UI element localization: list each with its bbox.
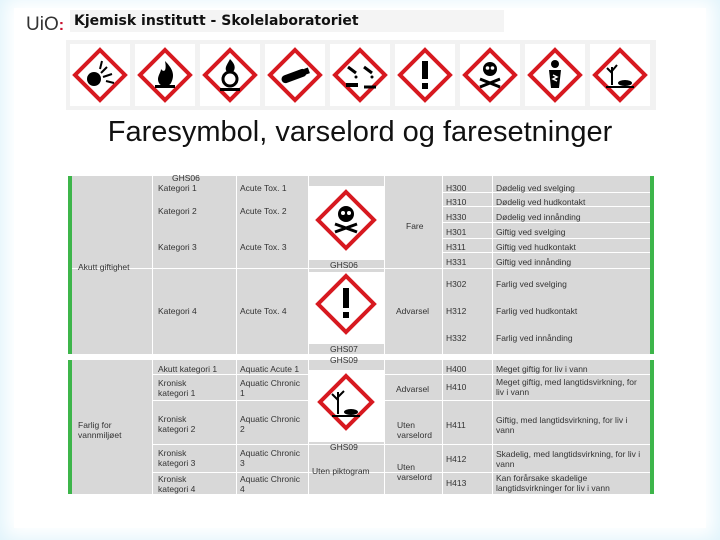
h-code: H412 [446, 454, 467, 464]
category: Kategori 1 [158, 183, 197, 193]
h-code: H300 [446, 183, 467, 193]
hazard-code: Aquatic Chronic 1 [240, 378, 301, 398]
page-title: Faresymbol, varselord og faresetninger [107, 116, 613, 148]
health-hazard-icon [525, 44, 585, 106]
exclamation-mark-icon [308, 272, 384, 344]
signal-word: Advarsel [396, 306, 430, 316]
ghs-code: GHS09 [330, 442, 358, 452]
signal-word: Uten varselord [397, 462, 432, 482]
h-text: Giftig ved innånding [496, 257, 572, 267]
category: Akutt kategori 1 [158, 364, 218, 374]
no-pictogram: Uten piktogram [312, 466, 370, 476]
category: Kronisk kategori 1 [158, 378, 196, 398]
environment-icon [590, 44, 650, 106]
category: Kronisk kategori 2 [158, 414, 196, 434]
acute-toxicity-table [68, 173, 654, 354]
hazard-code: Aquatic Chronic 2 [240, 414, 301, 434]
h-code: H332 [446, 333, 467, 343]
h-code: H330 [446, 212, 467, 222]
category: Kategori 3 [158, 242, 197, 252]
hazard-code: Aquatic Chronic 3 [240, 448, 301, 468]
h-text: Farlig ved svelging [496, 279, 567, 289]
signal-word: Uten varselord [397, 420, 432, 440]
h-code: H400 [446, 364, 467, 374]
uio-logo: UiO: [26, 14, 65, 35]
ghs06-cell [308, 186, 384, 260]
exclamation-mark-icon [395, 44, 455, 106]
exploding-bomb-icon [70, 44, 130, 106]
category: Kronisk kategori 3 [158, 448, 196, 468]
ghs-code-top: GHS06 [172, 173, 200, 183]
institute-label: Kjemisk institutt - Skolelaboratoriet [70, 10, 504, 32]
ghs-code-top: GHS09 [330, 355, 358, 365]
hazard-code: Acute Tox. 1 [240, 183, 287, 193]
h-code: H301 [446, 227, 467, 237]
ghs-code: GHS06 [330, 260, 358, 270]
skull-crossbones-icon [308, 186, 384, 260]
h-text: Dødelig ved innånding [496, 212, 581, 222]
corrosion-icon [330, 44, 390, 106]
h-code: H411 [446, 420, 466, 430]
h-code: H413 [446, 478, 467, 488]
ghs-code: GHS07 [330, 344, 358, 354]
hazard-class: Akutt giftighet [78, 262, 130, 272]
h-text: Giftig, med langtidsvirkning, for liv i vann [496, 415, 628, 435]
environment-icon [308, 370, 384, 442]
ghs07-cell [308, 272, 384, 344]
h-code: H331 [446, 257, 467, 267]
hazard-code: Aquatic Acute 1 [240, 364, 300, 374]
h-code: H302 [446, 279, 467, 289]
hazard-code: Aquatic Chronic 4 [240, 474, 301, 494]
flame-icon [135, 44, 195, 106]
h-text: Kan forårsake skadelige langtidsvirkninger for liv i vann [496, 473, 610, 493]
category: Kategori 4 [158, 306, 197, 316]
hazard-code: Acute Tox. 4 [240, 306, 287, 316]
skull-crossbones-icon [460, 44, 520, 106]
h-text: Giftig ved hudkontakt [496, 242, 576, 252]
slide-content [14, 8, 706, 528]
h-text: Giftig ved svelging [496, 227, 566, 237]
hazard-class: Farlig for vannmiljøet [78, 420, 122, 440]
h-text: Dødelig ved hudkontakt [496, 197, 586, 207]
h-code: H312 [446, 306, 467, 316]
category: Kategori 2 [158, 206, 197, 216]
h-text: Skadelig, med langtidsvirkning, for liv i vann [496, 449, 641, 469]
hazard-code: Acute Tox. 2 [240, 206, 287, 216]
signal-word: Advarsel [396, 384, 430, 394]
h-text: Farlig ved innånding [496, 333, 573, 343]
h-text: Meget giftig, med langtidsvirkning, for liv i vann [496, 377, 637, 397]
aquatic-table [68, 355, 654, 494]
signal-word: Fare [406, 221, 424, 231]
ghs09-cell [308, 370, 384, 442]
h-text: Dødelig ved svelging [496, 183, 575, 193]
hazard-code: Acute Tox. 3 [240, 242, 287, 252]
h-code: H311 [446, 242, 466, 252]
pictogram-strip [66, 40, 656, 110]
flame-over-circle-icon [200, 44, 260, 106]
h-code: H310 [446, 197, 467, 207]
h-code: H410 [446, 382, 467, 392]
h-text: Farlig ved hudkontakt [496, 306, 578, 316]
category: Kronisk kategori 4 [158, 474, 196, 494]
h-text: Meget giftig for liv i vann [496, 364, 588, 374]
gas-cylinder-icon [265, 44, 325, 106]
